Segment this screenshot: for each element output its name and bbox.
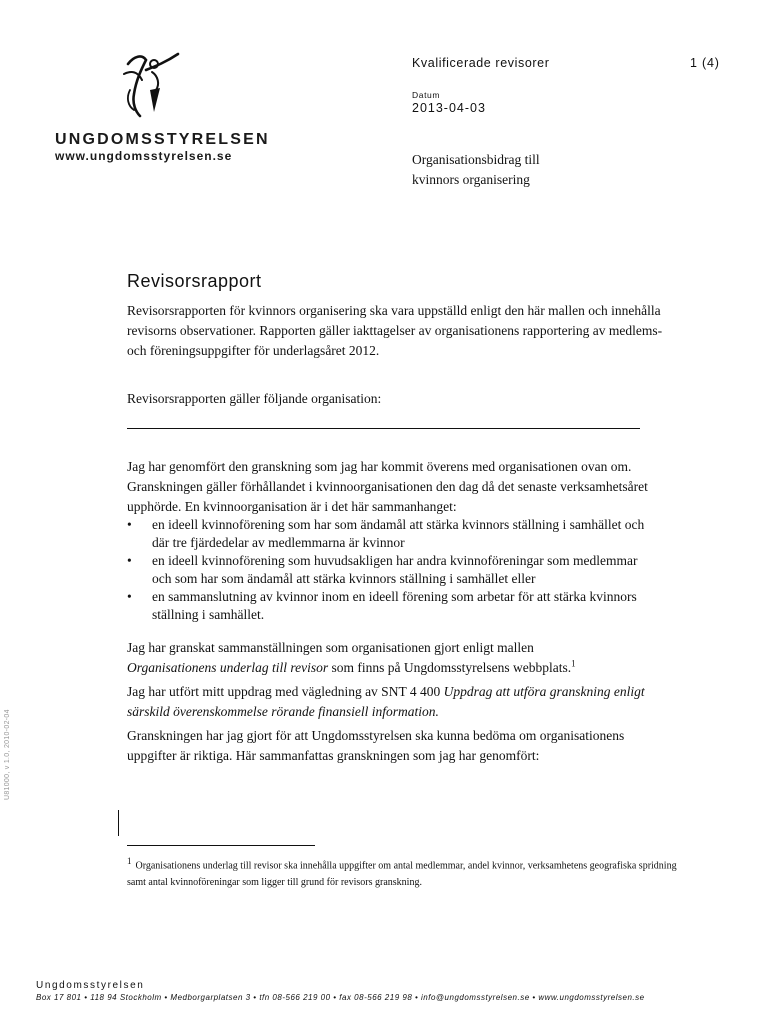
template-paragraph-text: som finns på Ungdomsstyrelsens webbplats.	[328, 660, 572, 675]
bullet-icon: •	[127, 589, 132, 604]
document-subject	[412, 150, 662, 190]
subject-line: Organisationsbidrag till	[412, 152, 540, 167]
logo-name: UNGDOMSSTYRELSEN	[55, 131, 270, 148]
margin-marker	[118, 810, 119, 836]
template-title: Organisationens underlag till revisor	[127, 660, 329, 675]
organisation-fill-line[interactable]	[127, 428, 640, 429]
footnote-divider	[127, 845, 315, 846]
template-paragraph	[127, 638, 667, 678]
list-item	[127, 516, 657, 552]
page-number: 1 (4)	[690, 56, 720, 70]
footnote-mark: 1	[127, 856, 132, 866]
intro-paragraph: Revisorsrapporten för kvinnors organisering ska vara uppställd enligt den här mallen och innehålla revisorns observationer. Rapporten gäller iakttagelser av organisationens rapportering av medlems- och föreningsuppgifter för underlagsåret 2012.	[127, 303, 663, 358]
footer-contact: Box 17 801 • 118 94 Stockholm • Medborgarplatsen 3 • tfn 08-566 219 00 • fax 08-566 219 98 • info@ungdomsstyrelsen.se • www.ungdomsstyrelsen.se	[36, 993, 645, 1002]
list-item	[127, 552, 657, 588]
organisation-label: Revisorsrapporten gäller följande organisation:	[127, 391, 382, 406]
template-paragraph-text: Jag har granskat sammanställningen som organisationen gjort enligt mallen	[127, 640, 534, 655]
snt-paragraph-text: Jag har utfört mitt uppdrag med vägledning av SNT 4 400	[127, 684, 444, 699]
bullet-icon: •	[127, 517, 132, 532]
ungdomsstyrelsen-logo-icon	[116, 50, 186, 122]
logo-url: www.ungdomsstyrelsen.se	[55, 149, 233, 163]
date-value: 2013-04-03	[412, 101, 486, 115]
list-item-text: en sammanslutning av kvinnor inom en ideell förening som arbetar för att stärka kvinnors ställning i samhället.	[152, 589, 637, 622]
snt-paragraph	[127, 682, 667, 722]
footnote-text: Organisationens underlag till revisor ska innehålla uppgifter om antal medlemmar, andel kvinnor, verksamhetens geografiska spridning samt antal kvinnoföreningar som ligger till grund för revisors granskning.	[127, 860, 677, 889]
page-title: Revisorsrapport	[127, 271, 262, 291]
document-category: Kvalificerade revisorer	[412, 56, 550, 70]
subject-line: kvinnors organisering	[412, 172, 530, 187]
scope-paragraph: Jag har genomfört den granskning som jag har kommit överens med organisationen ovan om. Granskningen gäller förhållandet i kvinnoorganisationen den dag då det senaste verksamhetsåret upphörde. En kvinnoorganisation är i det här sammanhanget:	[127, 459, 648, 514]
bullet-icon: •	[127, 553, 132, 568]
purpose-paragraph: Granskningen har jag gjort för att Ungdomsstyrelsen ska kunna bedöma om organisationens uppgifter är riktiga. Här sammanfattas granskningen som jag har genomfört:	[127, 728, 625, 763]
footnote-reference[interactable]: 1	[571, 658, 576, 669]
side-stamp: U81000, v 1.0, 2010-02-04	[4, 709, 11, 800]
list-item-text: en ideell kvinnoförening som huvudsakligen har andra kvinnoföreningar som medlemmar och som har som ändamål att stärka kvinnors ställning i samhället eller	[152, 553, 638, 586]
list-item-text: en ideell kvinnoförening som har som ändamål att stärka kvinnors ställning i samhället och där tre fjärdedelar av medlemmarna är kvinnor	[152, 517, 645, 550]
snt-standard-title: Uppdrag att utföra granskning enligt särskild överenskommelse rörande finansiell information.	[127, 684, 645, 719]
date-label: Datum	[412, 90, 441, 100]
bullet-list	[127, 516, 657, 624]
footer-organisation: Ungdomsstyrelsen	[36, 980, 145, 991]
footnote	[127, 853, 687, 891]
list-item	[127, 588, 657, 624]
